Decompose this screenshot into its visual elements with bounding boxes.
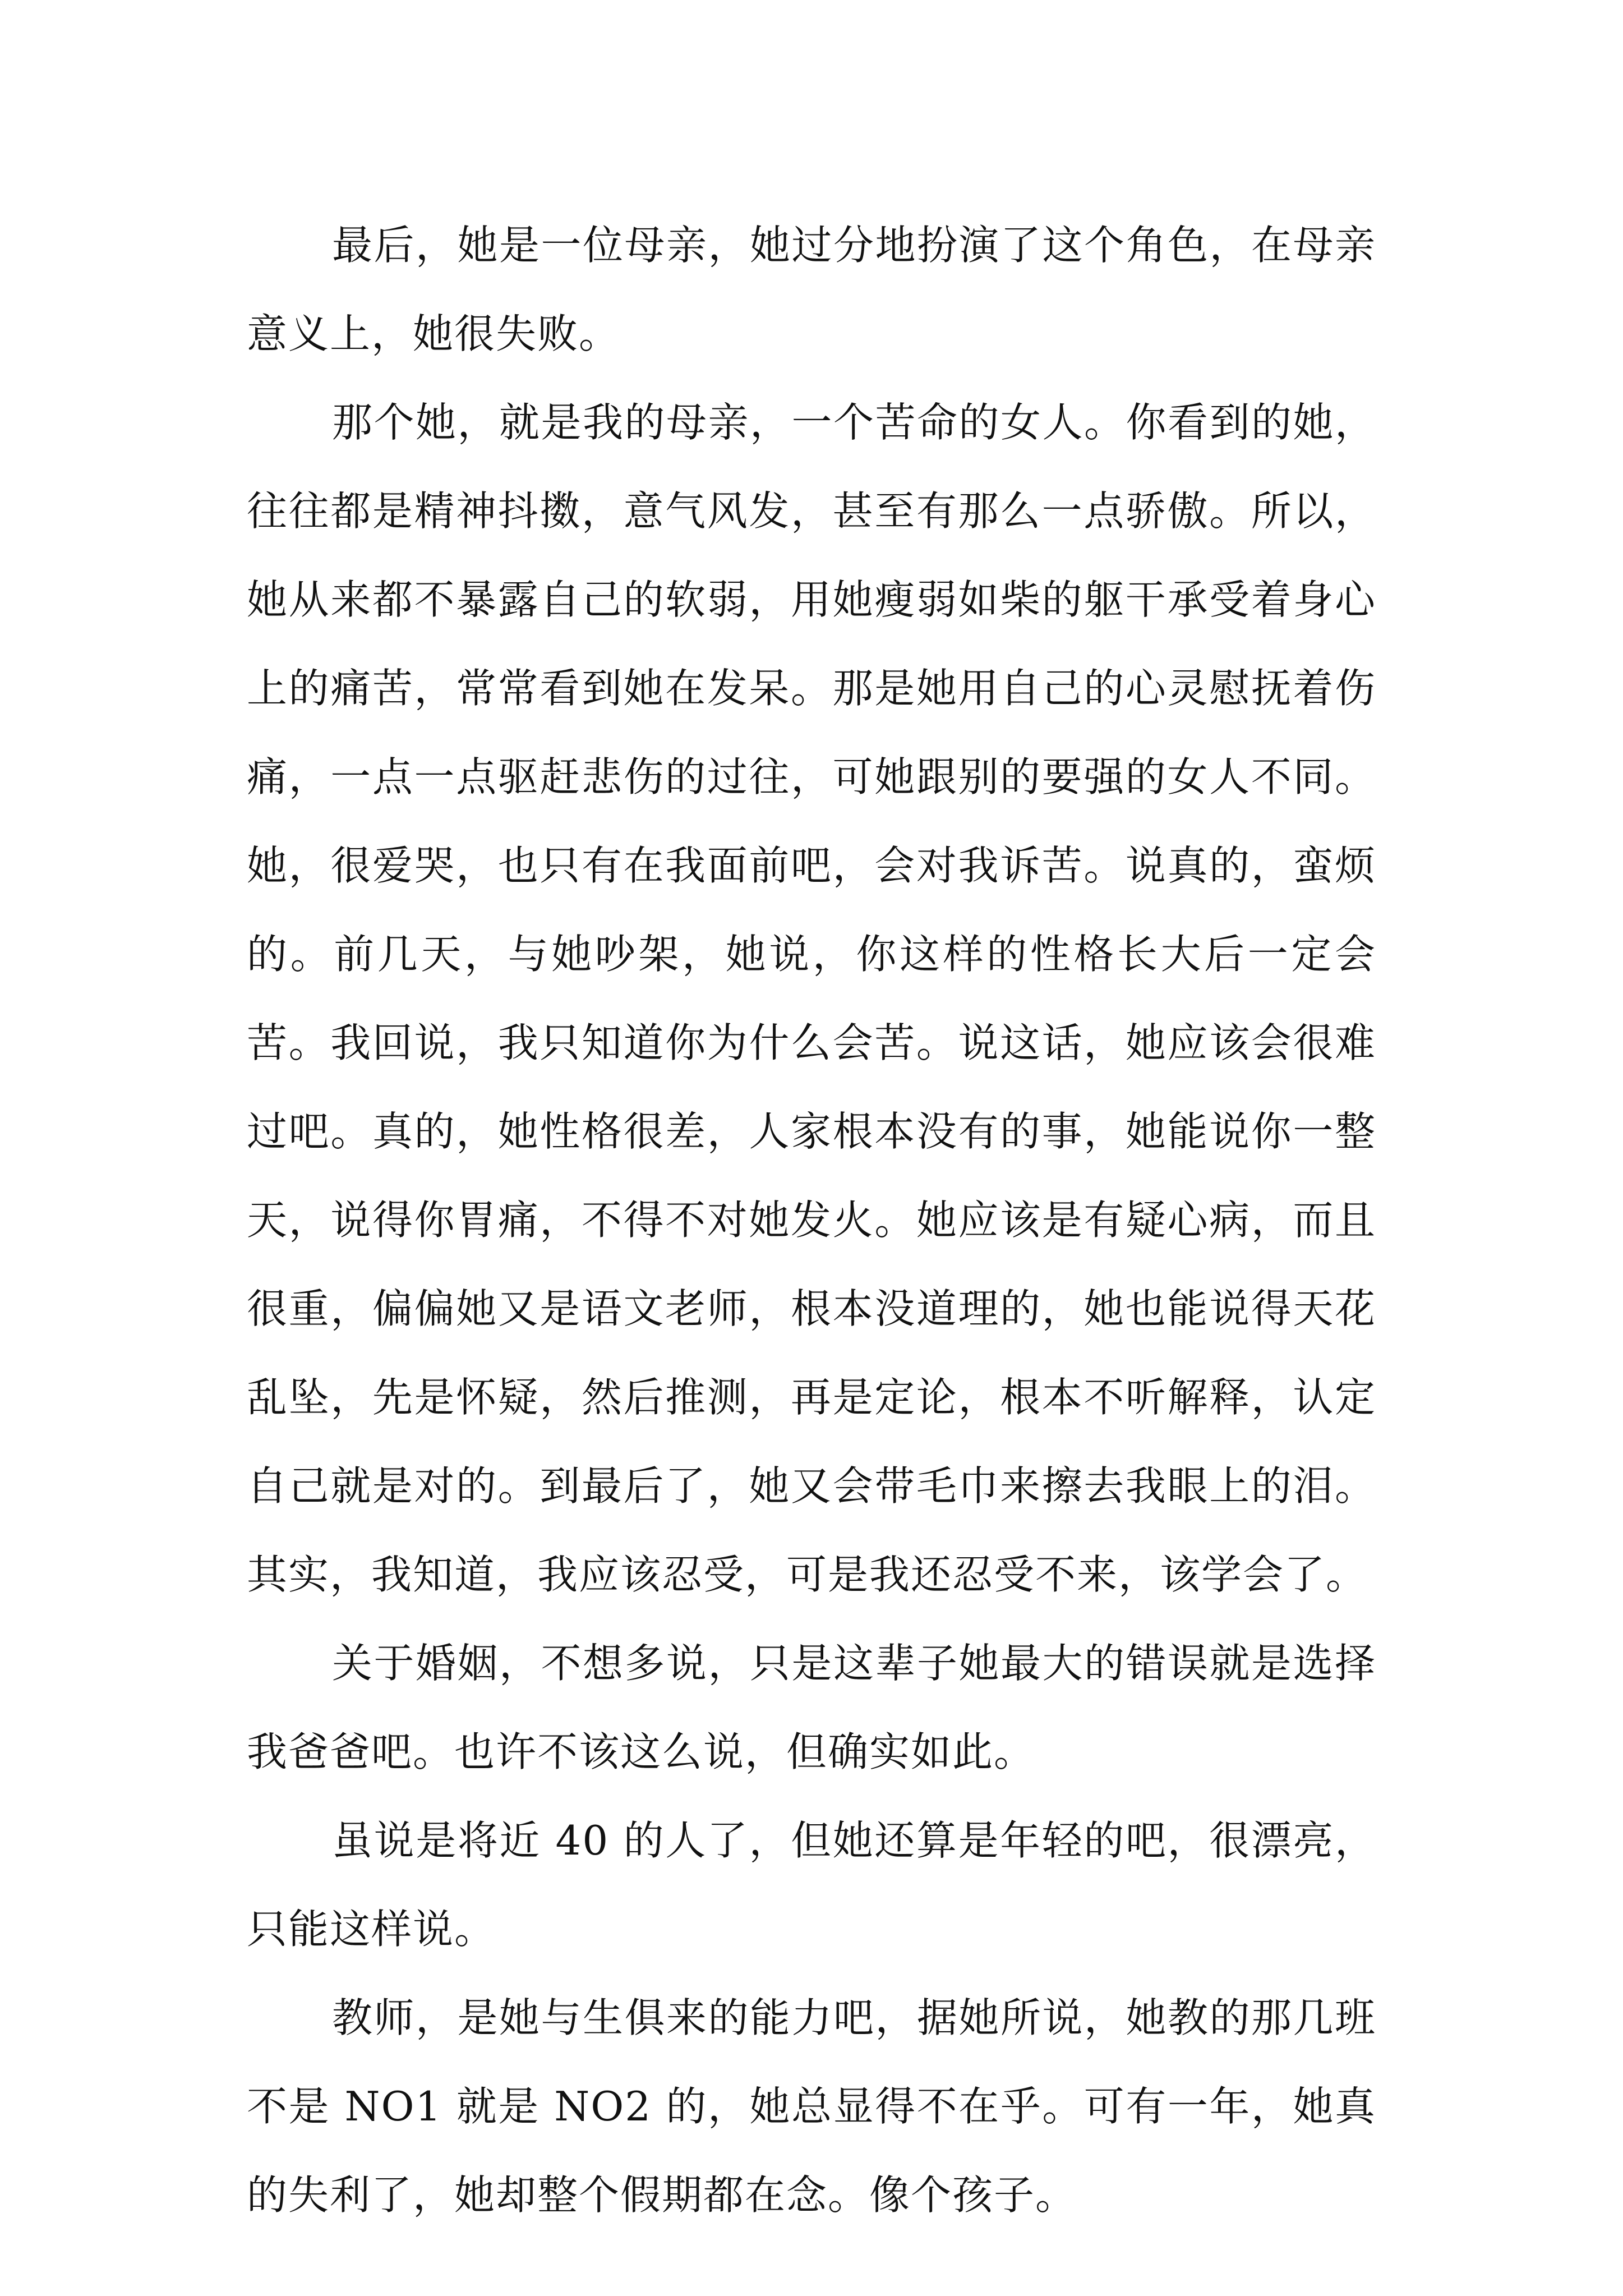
paragraph-5: 教师，是她与生俱来的能力吧，据她所说，她教的那几班不是 NO1 就是 NO2 的，她总显得不在乎。可有一年，她真的失利了，她却整个假期都在念。像个孩子。 xyxy=(247,1994,1376,2219)
body-text xyxy=(247,201,1376,2239)
paragraph-2: 那个她，就是我的母亲，一个苦命的女人。你看到的她，往往都是精神抖擞，意气风发，甚至有那么一点骄傲。所以，她从来都不暴露自己的软弱，用她瘦弱如柴的躯干承受着身心上的痛苦，常常看到她在发呆。那是她用自己的心灵慰抚着伤痛，一点一点驱赶悲伤的过往，可她跟别的要强的女人不同。她，很爱哭，也只有在我面前吧，会对我诉苦。说真的，蛮烦的。前几天，与她吵架，她说，你这样的性格长大后一定会苦。我回说，我只知道你为什么会苦。说这话，她应该会很难过吧。真的，她性格很差，人家根本没有的事，她能说你一整天，说得你胃痛，不得不对她发火。她应该是有疑心病，而且很重，偏偏她又是语文老师，根本没道理的，她也能说得天花乱坠，先是怀疑，然后推测，再是定论，根本不听解释，认定自己就是对的。到最后了，她又会带毛巾来擦去我眼上的泪。其实，我知道，我应该忍受，可是我还忍受不来，该学会了。 xyxy=(247,399,1376,1598)
paragraph-1: 最后，她是一位母亲，她过分地扮演了这个角色，在母亲意义上，她很失败。 xyxy=(247,222,1376,357)
paragraph-4: 虽说是将近 40 的人了，但她还算是年轻的吧，很漂亮，只能这样说。 xyxy=(247,1817,1376,1953)
paragraph-3: 关于婚姻，不想多说，只是这辈子她最大的错误就是选择我爸爸吧。也许不该这么说，但确实如此。 xyxy=(247,1640,1376,1775)
